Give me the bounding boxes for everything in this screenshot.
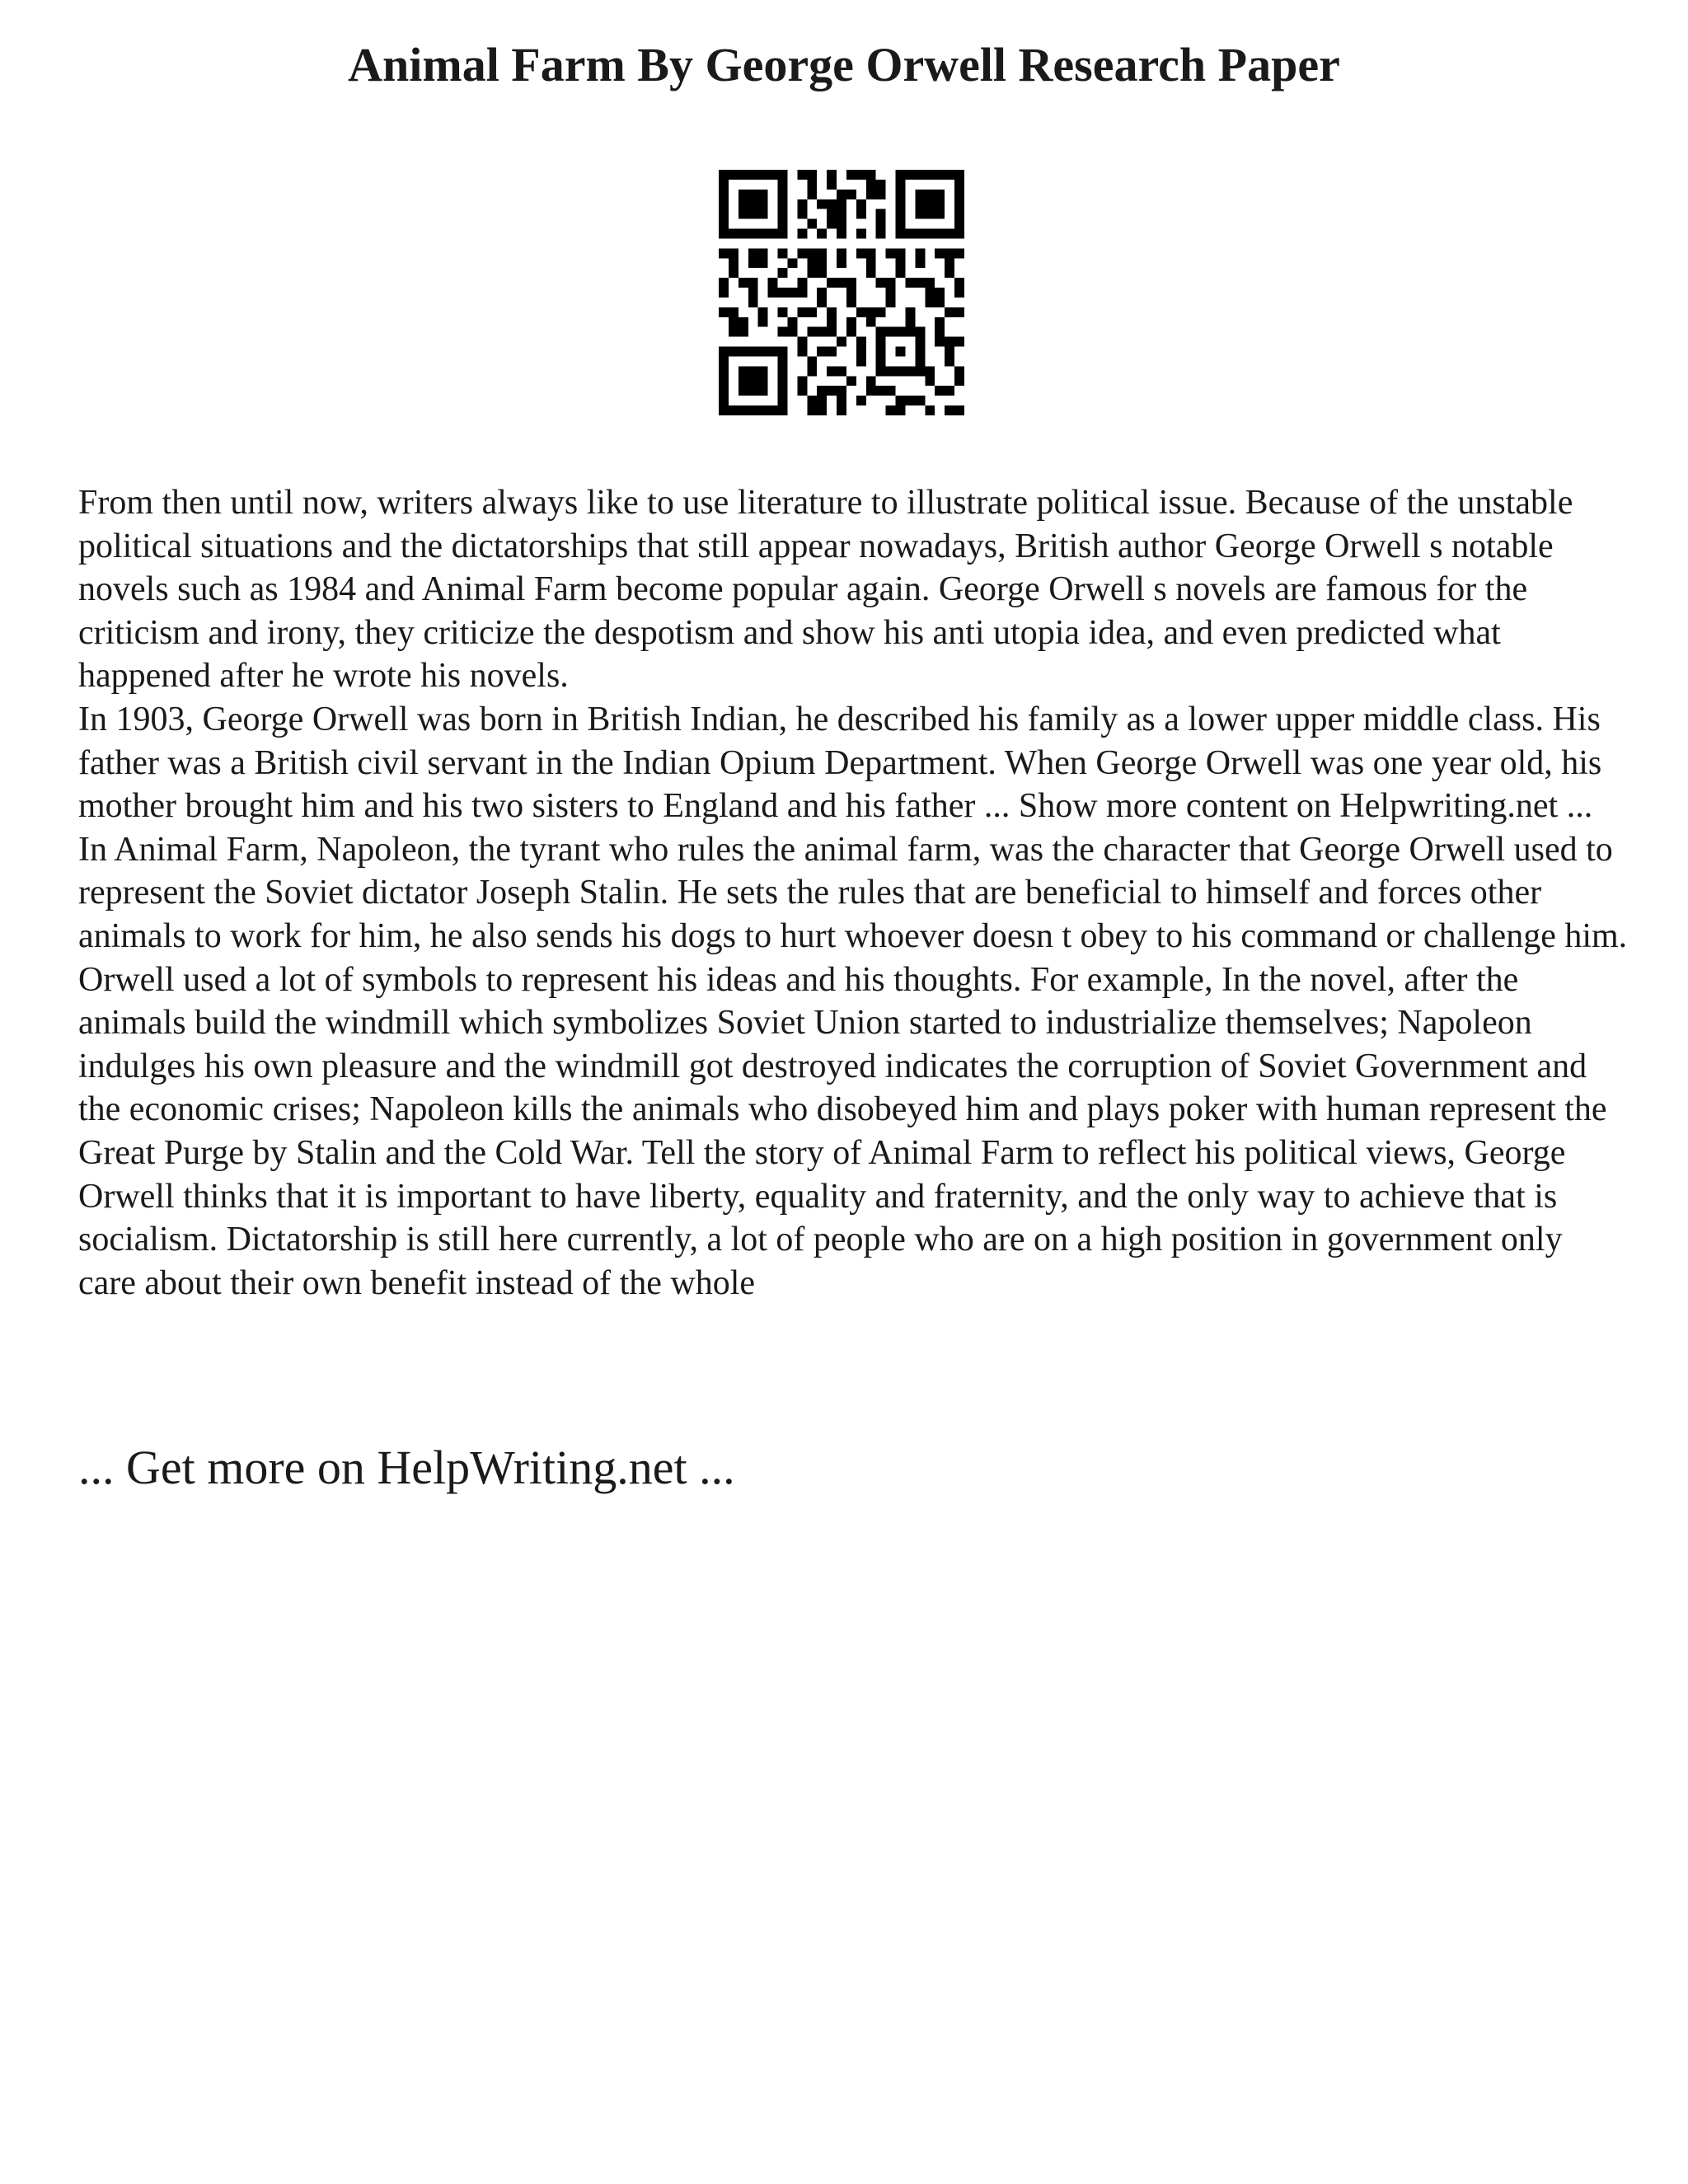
qr-code[interactable]	[719, 170, 964, 415]
paragraph: In Animal Farm, Napoleon, the tyrant who rules the animal farm, was the character that George Orwell used to represent the Soviet dictator Joseph Stalin. He sets the rules that are beneficial to himself and forces other animals to work for him, he also sends his dogs to hurt whoever doesn t obey to his command or challenge him. Orwell used a lot of symbols to represent his ideas and his thoughts. For example, In the novel, after the animals build the windmill which symbolizes Soviet Union started to industrialize themselves; Napoleon indulges his own pleasure and the windmill got destroyed indicates the corruption of Soviet Government and the economic crises; Napoleon kills the animals who disobeyed him and plays poker with human represent the Great Purge by Stalin and the Cold War. Tell the story of Animal Farm to reflect his political views, George Orwell thinks that it is important to have liberty, equality and fraternity, and the only way to achieve that is socialism. Dictatorship is still here currently, a lot of people who are on a high position in government only care about their own benefit instead of the whole	[78, 830, 1628, 1302]
get-more-link[interactable]: ... Get more on HelpWriting.net ...	[78, 1441, 735, 1494]
paragraph: In 1903, George Orwell was born in British Indian, he described his family as a lower upper middle class. His father was a British civil servant in the Indian Opium Department. When George Orwell was one year old, his mother brought him and his two sisters to England and his father ... Show more content on Helpwriting.net ...	[78, 700, 1602, 826]
body-text	[78, 481, 1628, 1305]
page-title: Animal Farm By George Orwell Research Paper	[348, 38, 1340, 91]
paragraph: From then until now, writers always like to use literature to illustrate political issue. Because of the unstable political situations and the dictatorships that still appear nowadays, British author George Orwell s notable novels such as 1984 and Animal Farm become popular again. George Orwell s novels are famous for the criticism and irony, they criticize the despotism and show his anti utopia idea, and even predicted what happened after he wrote his novels.	[78, 484, 1573, 696]
